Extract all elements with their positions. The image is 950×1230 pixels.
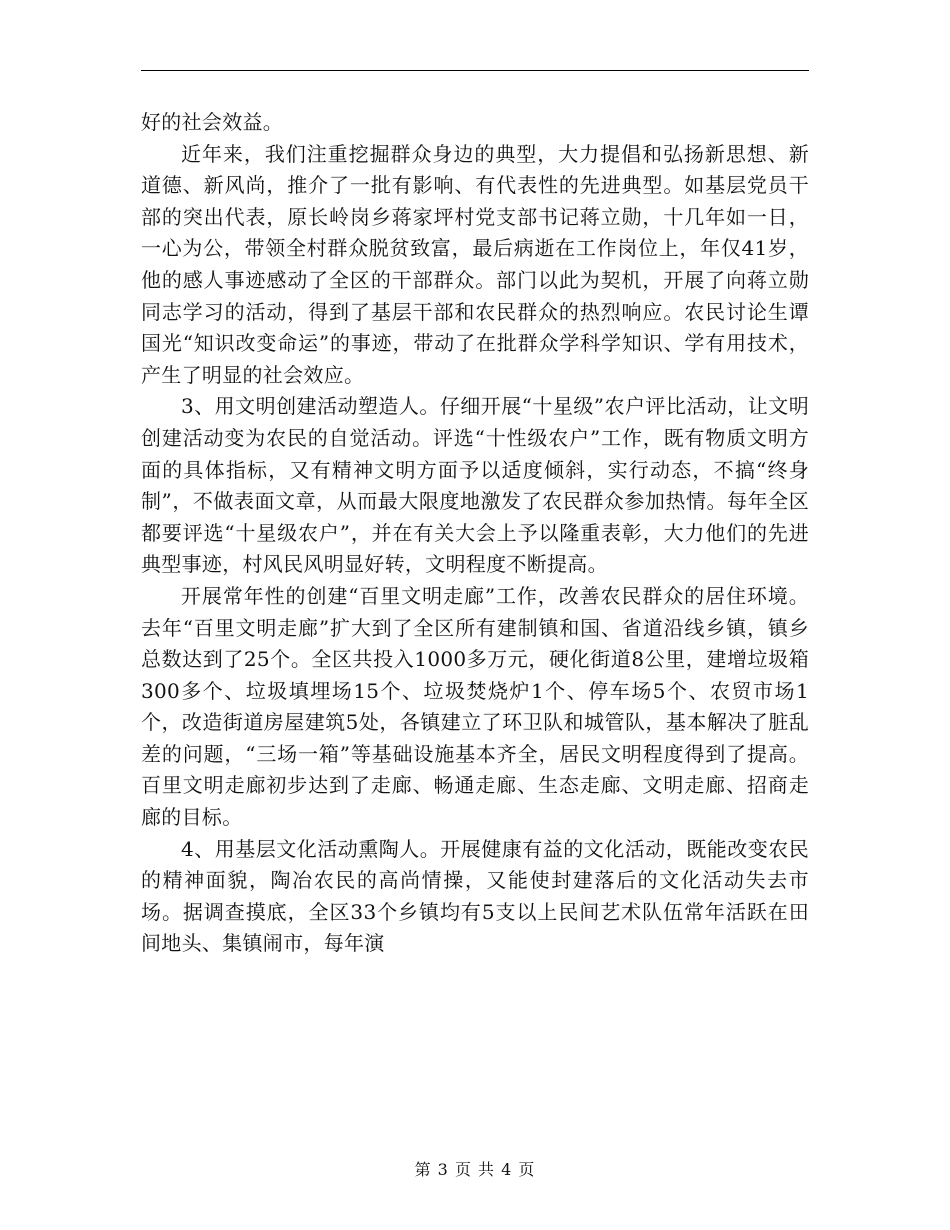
paragraph-2: 近年来，我们注重挖掘群众身边的典型，大力提倡和弘扬新思想、新道德、新风尚，推介了一批有影响、有代表性的先进典型。如基层党员干部的突出代表，原长岭岗乡蒋家坪村党支部书记蒋立勋，十几年如一日，一心为公，带领全村群众脱贫致富，最后病逝在工作岗位上，年仅41岁，他的感人事迹感动了全区的干部群众。部门以此为契机，开展了向蒋立勋同志学习的活动，得到了基层干部和农民群众的热烈响应。农民讨论生谭国光“知识改变命运”的事迹，带动了在批群众学科学知识、学有用技术，产生了明显的社会效应。 (141, 141, 809, 387)
page-footer (0, 1157, 950, 1180)
page-number-label: 第 3 页 共 4 页 (414, 1160, 536, 1179)
paragraph-3: 3、用文明创建活动塑造人。仔细开展“十星级”农户评比活动，让文明创建活动变为农民的自觉活动。评选“十性级农户”工作，既有物质文明方面的具体指标，又有精神文明方面予以适度倾斜，实行动态，不搞“终身制”，不做表面文章，从而最大限度地激发了农民群众参加热情。每年全区都要评选“十星级农户”，并在有关大会上予以隆重表彰，大力他们的先进典型事迹，村风民风明显好转，文明程度不断提高。 (141, 394, 809, 577)
paragraph-1: 好的社会效益。 (141, 110, 284, 134)
paragraph-5: 4、用基层文化活动熏陶人。开展健康有益的文化活动，既能改变农民的精神面貌，陶冶农民的高尚情操，又能使封建落后的文化活动失去市场。据调查摸底，全区33个乡镇均有5支以上民间艺术队伍常年活跃在田间地头、集镇闹市，每年演 (141, 836, 809, 956)
header-rule (141, 70, 809, 71)
document-body (141, 107, 809, 960)
paragraph-4: 开展常年性的创建“百里文明走廊”工作，改善农民群众的居住环境。去年“百里文明走廊”扩大到了全区所有建制镇和国、省道沿线乡镇，镇乡总数达到了25个。全区共投入1000多万元，硬化街道8公里，建增垃圾箱300多个、垃圾填埋场15个、垃圾焚烧炉1个、停车场5个、农贸市场1个，改造街道房屋建筑5处，各镇建立了环卫队和城管队，基本解决了脏乱差的问题，“三场一箱”等基础设施基本齐全，居民文明程度得到了提高。百里文明走廊初步达到了走廊、畅通走廊、生态走廊、文明走廊、招商走廊的目标。 (141, 583, 809, 830)
